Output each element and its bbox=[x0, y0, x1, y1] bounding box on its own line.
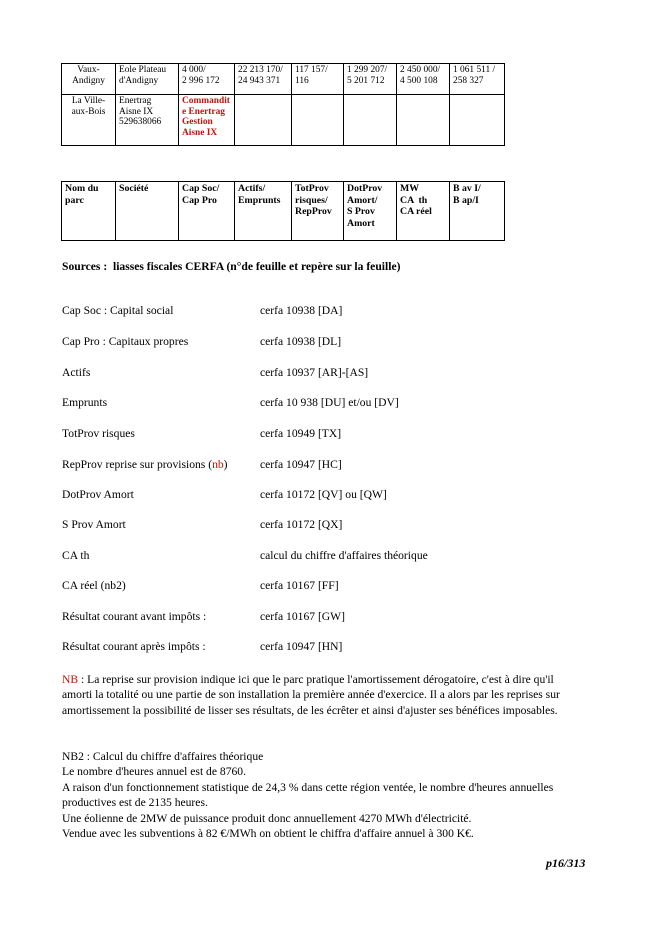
table-cell: Enertrag Aisne IX 529638066 bbox=[116, 95, 179, 146]
table-cell: Commandit e Enertrag Gestion Aisne IX bbox=[179, 95, 235, 146]
table-cell bbox=[344, 95, 397, 146]
table-cell: 117 157/ 116 bbox=[292, 64, 344, 95]
table-row bbox=[62, 64, 505, 95]
header-mw: MW CA th CA réel bbox=[397, 182, 450, 241]
table-cell: 1 061 511 / 258 327 bbox=[450, 64, 505, 95]
table-cell: 4 000/ 2 996 172 bbox=[179, 64, 235, 95]
table-cell: Vaux- Andigny bbox=[62, 64, 116, 95]
sources-heading: Sources : liasses fiscales CERFA (n°de feuille et repère sur la feuille) bbox=[62, 260, 401, 273]
nb2-paragraph: NB2 : Calcul du chiffre d'affaires théorique Le nombre d'heures annuel est de 8760. A raison d'un fonctionnement statistique de 24,3 % dans cette région ventée, le nombre d'heures annuelles productives est de 2135 heures. Une éolienne de 2MW de puissance produit donc annuellement 4270 MWh d'électricité. Vendue avec les subventions à 82 €/MWh on obtient le chiffra d'affaire annuel à 300 K€. bbox=[62, 750, 554, 841]
table-cell bbox=[292, 95, 344, 146]
header-nom-du-parc: Nom du parc bbox=[62, 182, 116, 241]
column-legend-table bbox=[61, 181, 505, 241]
nb-paragraph: NB : La reprise sur provision indique ici que le parc pratique l'amortissement dérogatoire, c'est à dire qu'il amorti la totalité ou une partie de son installation la première année d'exercice. Il a alors par les reprises sur amortissement la possibilité de lisser ses résultats, de les écrêter et ainsi d'ajuster ses bénéfices imposables. bbox=[62, 673, 560, 717]
table-cell bbox=[397, 95, 450, 146]
wind-farm-data-table bbox=[61, 63, 505, 146]
table-cell: 22 213 170/ 24 943 371 bbox=[235, 64, 292, 95]
header-societe: Société bbox=[116, 182, 179, 241]
table-header-row bbox=[62, 182, 505, 241]
header-cap-soc: Cap Soc/ Cap Pro bbox=[179, 182, 235, 241]
table-row bbox=[62, 95, 505, 146]
table-cell bbox=[450, 95, 505, 146]
table-cell: 1 299 207/ 5 201 712 bbox=[344, 64, 397, 95]
header-actifs: Actifs/ Emprunts bbox=[235, 182, 292, 241]
table-cell: 2 450 000/ 4 500 108 bbox=[397, 64, 450, 95]
nb-label: NB bbox=[62, 673, 79, 686]
nb-reference: nb bbox=[212, 458, 224, 471]
header-totprov: TotProv risques/ RepProv bbox=[292, 182, 344, 241]
table-cell: Eole Plateau d'Andigny bbox=[116, 64, 179, 95]
document-page: Vaux- Andigny Eole Plateau d'Andigny 4 000/ 2 996 172 22 213 170/ 24 943 371 117 157/ 116 1 299 207/ 5 201 712 2 450 000/ 4 500 108 1 061 511 / 258 327 La Ville- aux-Bois Enertrag Aisne IX 529638066 Commandit e Enertrag Gestion Aisne IX Nom du parc Société Cap Soc/ Cap Pro Actifs/ Emprunts TotProv risques/ RepProv DotProv Amort/ S Prov Amort MW CA th CA réel B av I/ B ap/I Sources : liasses fiscales CERFA (n°de feuille et repère sur la feuille) Cap Soc : Capital social cerfa 10938 [DA] Cap Pro : Capitaux propres cerfa 10938 [DL] Actifs cerfa 10937 [AR]-[AS] Emprunts cerfa 10 938 [DU] et/ou [DV] TotProv risques cerfa 10949 [TX] RepProv reprise sur provisions (nb) cerfa 10947 [HC] DotProv Amort cerfa 10172 [QV] ou [QW] S Prov Amort cerfa 10172 [QX] CA th calcul du chiffre d'affaires théorique CA réel (nb2) cerfa 10167 [FF] Résultat courant avant impôts : cerfa 10167 [GW] Résultat courant après impôts : cerfa 10947 [HN] NB : La reprise sur provision indique ici que le parc pratique l'amortissement dérogatoire, c'est à dire qu'il amorti la totalité ou une partie de son installation la première année d'exercice. Il a alors par les reprises sur amortissement la possibilité de lisser ses résultats, de les écrêter et ainsi d'ajuster ses bénéfices imposables. NB2 : Calcul du chiffre d'affaires théorique Le nombre d'heures annuel est de 8760. A raison d'un fonctionnement statistique de 24,3 % dans cette région ventée, le nombre d'heures annuelles productives est de 2135 heures. Une éolienne de 2MW de puissance produit donc annuellement 4270 MWh d'électricité. Vendue avec les subventions à 82 €/MWh on obtient le chiffra d'affaire annuel à 300 K€. p16/313 bbox=[62, 65, 586, 870]
header-dotprov: DotProv Amort/ S Prov Amort bbox=[344, 182, 397, 241]
table-cell bbox=[235, 95, 292, 146]
header-benefice: B av I/ B ap/I bbox=[450, 182, 505, 241]
table-cell: La Ville- aux-Bois bbox=[62, 95, 116, 146]
page-number: p16/313 bbox=[546, 856, 586, 870]
